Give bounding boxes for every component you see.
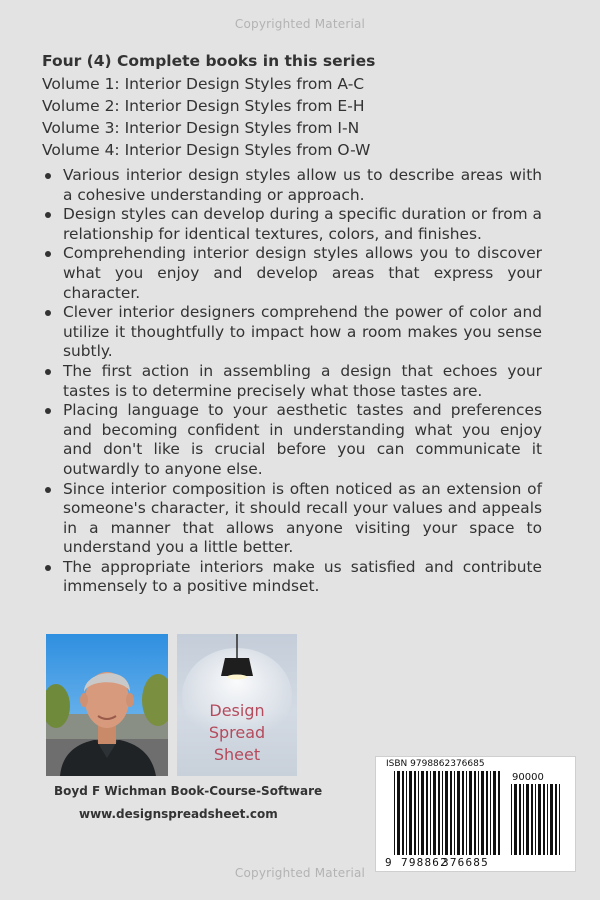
- bullet-item: [42, 244, 542, 303]
- copyright-watermark-bottom: Copyrighted Material: [234, 866, 366, 880]
- volume-item: Volume 3: Interior Design Styles from I-N: [42, 119, 360, 137]
- barcode-bars: [376, 757, 575, 871]
- bullet-dot-icon: [45, 408, 51, 414]
- bullet-text: Design styles can develop during a specific duration or from a relationship for identical textures, colors, and finishes.: [63, 205, 542, 243]
- bullet-item: [42, 166, 542, 205]
- bullet-dot-icon: [45, 251, 51, 257]
- bullet-item: [42, 205, 542, 244]
- logo-word: Design: [209, 701, 265, 720]
- website-url: www.designspreadsheet.com: [79, 807, 278, 821]
- bullet-text: Since interior composition is often noticed as an extension of someone's character, it should recall your values and appeals in a manner that allows anyone visiting your space to understand you a little better.: [63, 479, 542, 557]
- bullet-item: [42, 558, 542, 597]
- design-spread-sheet-logo: [177, 634, 297, 776]
- isbn-barcode: [376, 757, 575, 871]
- bullet-text: The appropriate interiors make us satisfied and contribute immensely to a positive mindset.: [63, 557, 542, 596]
- barcode-first-digit: 9: [385, 856, 393, 869]
- series-heading: Four (4) Complete books in this series: [42, 52, 376, 70]
- author-photo: [46, 634, 168, 776]
- author-credit: Boyd F Wichman Book-Course-Software: [54, 784, 323, 798]
- bullet-text: The first action in assembling a design that echoes your tastes is to determine precisely what those tastes are.: [63, 361, 542, 400]
- volume-item: Volume 4: Interior Design Styles from O-W: [42, 141, 371, 159]
- bullet-dot-icon: [45, 369, 51, 375]
- bullet-dot-icon: [45, 487, 51, 493]
- bullet-dot-icon: [45, 565, 51, 571]
- logo-word: Sheet: [213, 745, 261, 764]
- volume-item: Volume 1: Interior Design Styles from A-C: [42, 75, 365, 93]
- copyright-watermark-top: Copyrighted Material: [234, 17, 366, 31]
- bullet-dot-icon: [45, 212, 51, 218]
- bullet-text: Comprehending interior design styles allows you to discover what you enjoy and develop areas that express your character.: [63, 244, 542, 302]
- bullet-text: Clever interior designers comprehend the power of color and utilize it thoughtfully to impact how a room makes you sense subtly.: [63, 303, 542, 361]
- volume-list: [42, 73, 370, 161]
- bullet-item: [42, 303, 542, 362]
- bullet-dot-icon: [45, 173, 51, 179]
- bullet-text: Various interior design styles allow us to describe areas with a cohesive understanding or approach.: [63, 166, 542, 204]
- bullet-list: [42, 166, 542, 597]
- bullet-item: [42, 480, 542, 558]
- bullet-item: [42, 401, 542, 479]
- bullet-text: Placing language to your aesthetic tastes and preferences and becoming confident in understanding what you enjoy and don't like is crucial before you can communicate it outwardly to anyone else.: [63, 401, 542, 478]
- barcode-left-digits: 798862: [401, 856, 448, 869]
- logo-word: Spread: [208, 723, 266, 742]
- barcode-right-digits: 376685: [442, 856, 489, 869]
- bullet-item: [42, 362, 542, 401]
- price-code: 90000: [512, 772, 544, 783]
- volume-item: Volume 2: Interior Design Styles from E-H: [42, 97, 365, 115]
- bullet-dot-icon: [45, 310, 51, 316]
- isbn-label: ISBN 9798862376685: [386, 759, 485, 769]
